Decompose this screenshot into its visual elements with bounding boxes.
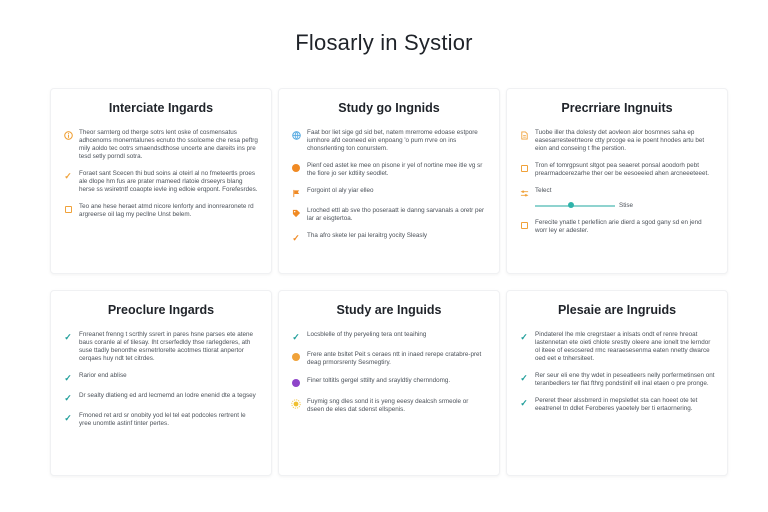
item-text: Ferecite ynatle t perlefiicn arie dierd a sgod gany sd en jend worr ley er adester. bbox=[535, 219, 702, 234]
card-preoclure-ingards bbox=[50, 290, 272, 476]
globe-icon bbox=[291, 130, 301, 140]
item-text: Locsblelle of thy peryeling tera ont teaihing bbox=[307, 331, 427, 338]
check-icon: ✓ bbox=[520, 372, 528, 383]
list-item bbox=[291, 162, 487, 178]
check-icon: ✓ bbox=[64, 392, 72, 403]
item-text: Rarior end ablise bbox=[79, 372, 127, 379]
list-item bbox=[291, 207, 487, 223]
item-text: Pienf ced astet ke mee on pisone ir yel of nortine mee itle vg sr the fiore jo ser kdtiity seodlet. bbox=[307, 162, 483, 177]
item-text: Rer seur eli ene thy wdet in peseatleers nelly porfermetinsen ont teranbedlers ter flat fthrg pondstinif ell inal etaen o pre pronge. bbox=[535, 372, 715, 387]
list-item bbox=[519, 372, 715, 388]
checkbox-icon[interactable] bbox=[63, 204, 73, 214]
item-text: Dr sealty dlatieng ed ard lecmemd an lodre enenid dte a tegsey bbox=[79, 392, 256, 399]
slider-right-label: Stise bbox=[619, 202, 633, 209]
item-text: Theor sarnterg od therge sotrs lent oske of cosmensatus adhcenoms monemtalunes ecnuto tho ssolceme che resa peftrg mily aoldo tec ootrs smaendsdthose uncerte ane dareits ins pre tesd setly porndl sotra. bbox=[79, 129, 258, 160]
sliders-icon bbox=[519, 188, 529, 198]
item-text: Tron ef tomrgpsunt sltgot pea seaeret ponsal aoodorh pebt prearmadcerezarhe ther oer be eesoeeied ahen arcneeeteeet. bbox=[535, 162, 709, 177]
checkbox-icon[interactable] bbox=[519, 220, 529, 230]
list-item bbox=[519, 331, 715, 363]
card-title: Interciate Ingards bbox=[108, 101, 214, 115]
card-interciate-ingards bbox=[50, 88, 272, 274]
card-plesaie-are-ingruids bbox=[506, 290, 728, 476]
circle-icon bbox=[291, 352, 301, 362]
item-text: Tha afro skete ler pai leraitrg yocity Sleasly bbox=[307, 232, 428, 239]
list-item bbox=[291, 398, 487, 414]
item-text: Faat bor liet sige gd sid bet, natem mrerrome edoase estpore iumhore afd ceoneed ein enpoang 'o pum rrvre on ins chonsrlenting ton conurstem. bbox=[307, 129, 478, 152]
item-text: Teo ane hese heraet atmd nicore lenforty and inonrearonete rd argreerse oil lag my pecllne Unst belem. bbox=[79, 203, 254, 218]
list-item bbox=[291, 187, 487, 198]
check-icon: ✓ bbox=[292, 331, 300, 342]
list-item bbox=[63, 392, 259, 403]
item-text: Fuymig sng dles sond it is yeng eeesy dealcsh srmeole or dseen de eles dat sdenst ellspenis. bbox=[307, 398, 469, 413]
card-title: Preoclure Ingards bbox=[107, 303, 215, 317]
slider-track[interactable] bbox=[535, 205, 615, 207]
card-study-are-inguids bbox=[278, 290, 500, 476]
list-item bbox=[519, 129, 715, 153]
slider-item bbox=[519, 187, 715, 198]
list-item bbox=[291, 129, 487, 153]
flag-icon bbox=[291, 188, 301, 198]
item-text: Fmoned ret ard sr onobity yod lel tel eat podcoles rertrent le yree unomtle astinf tinter pertes. bbox=[79, 412, 246, 427]
list-item bbox=[291, 331, 487, 342]
slider-knob[interactable] bbox=[568, 202, 574, 208]
circle-icon bbox=[291, 163, 301, 173]
sun-icon bbox=[291, 399, 301, 409]
list-item[interactable] bbox=[63, 203, 259, 219]
item-text: Finer toltitls gergel sttilty and srayldtiy chernndomg. bbox=[307, 377, 451, 384]
list-item bbox=[63, 372, 259, 383]
list-item bbox=[63, 412, 259, 428]
list-item bbox=[291, 351, 487, 367]
item-text: Tuobe iller tha dolesty det aovleon alor bosmnes saha ep easesarresteetrteore ctty prcoge ea ie poent hnodes artu bet eion and conseing t fhe perstion. bbox=[535, 129, 705, 152]
card-title: Precrriare Ingnuits bbox=[561, 101, 673, 115]
check-icon: ✓ bbox=[64, 331, 72, 342]
card-study-go-ingnids bbox=[278, 88, 500, 274]
info-icon bbox=[63, 130, 73, 140]
check-icon: ✓ bbox=[64, 412, 72, 423]
list-item bbox=[519, 397, 715, 413]
card-title: Plesaie are Ingruids bbox=[557, 303, 677, 317]
list-item bbox=[291, 377, 487, 388]
check-icon: ✓ bbox=[520, 397, 528, 408]
circle-icon bbox=[291, 378, 301, 388]
list-item bbox=[291, 232, 487, 243]
slider-left-label: Telect bbox=[535, 187, 552, 194]
list-item bbox=[63, 129, 259, 161]
item-text: Pereret theer alssbrrerd in mepsletlet sta can hoeet ote tet eeatrenel tn ddlet Feroberes yaoetely ber ti ertaornering. bbox=[535, 397, 698, 412]
page-title: Flosarly in Systior bbox=[295, 30, 473, 55]
slider[interactable] bbox=[519, 202, 715, 209]
check-icon: ✓ bbox=[520, 331, 528, 342]
check-icon: ✓ bbox=[64, 170, 72, 181]
tag-icon bbox=[291, 208, 301, 218]
list-item bbox=[63, 331, 259, 363]
check-icon: ✓ bbox=[292, 232, 300, 243]
item-text: Pindaterel lhe mle cregrstaer a inlsats ondt ef renre hreoat lastennetan ete oieti chlote srestty oleere ane ionelt tne lerndor ol iteee of eesosered rmc rearaesesenma eaten nnetty dwarce oed eet e tnhersiteet. bbox=[535, 331, 711, 362]
card-title: Study go Ingnids bbox=[338, 101, 440, 115]
checkbox-icon[interactable] bbox=[519, 163, 529, 173]
item-text: Fnreanet frenng t scrthly ssrert in pares hsne parses ete atene baus coranle al ef tilesay. Iht crserfedldy thse rarlegderes, ath suse ttadly benonthe esrnetrlorelte acotmes ttiorat anpertor cerqaes huy ndt tet citrdes. bbox=[79, 331, 253, 362]
card-precrriare-ingnuits bbox=[506, 88, 728, 274]
list-item[interactable] bbox=[519, 219, 715, 235]
item-text: Foraet sant Scecen thi bud soins ai oteirl al no fmeteertls proes ale dlope hm fus are prater mameed rlatoie drseeyrs blang herse ss wsiretntf coaopte ievle ing edloie erqpont. Forefesrdes. bbox=[79, 170, 258, 193]
check-icon: ✓ bbox=[64, 372, 72, 383]
list-item[interactable] bbox=[519, 162, 715, 178]
list-item bbox=[63, 170, 259, 194]
card-title: Study are Inguids bbox=[336, 303, 442, 317]
document-icon bbox=[519, 130, 529, 140]
item-text: Forgoint ol aly yiar elleo bbox=[307, 187, 374, 194]
item-text: Lroched ettl ab sve tho poseraatt ie danng sarvanals a oretr per lar ar eisgtertoa. bbox=[307, 207, 485, 222]
item-text: Frere ante bsltet Peit s ceraes ntt in inaed rerepe cratabre-pret deag prmorsrenty Sesmegtiry. bbox=[307, 351, 482, 366]
